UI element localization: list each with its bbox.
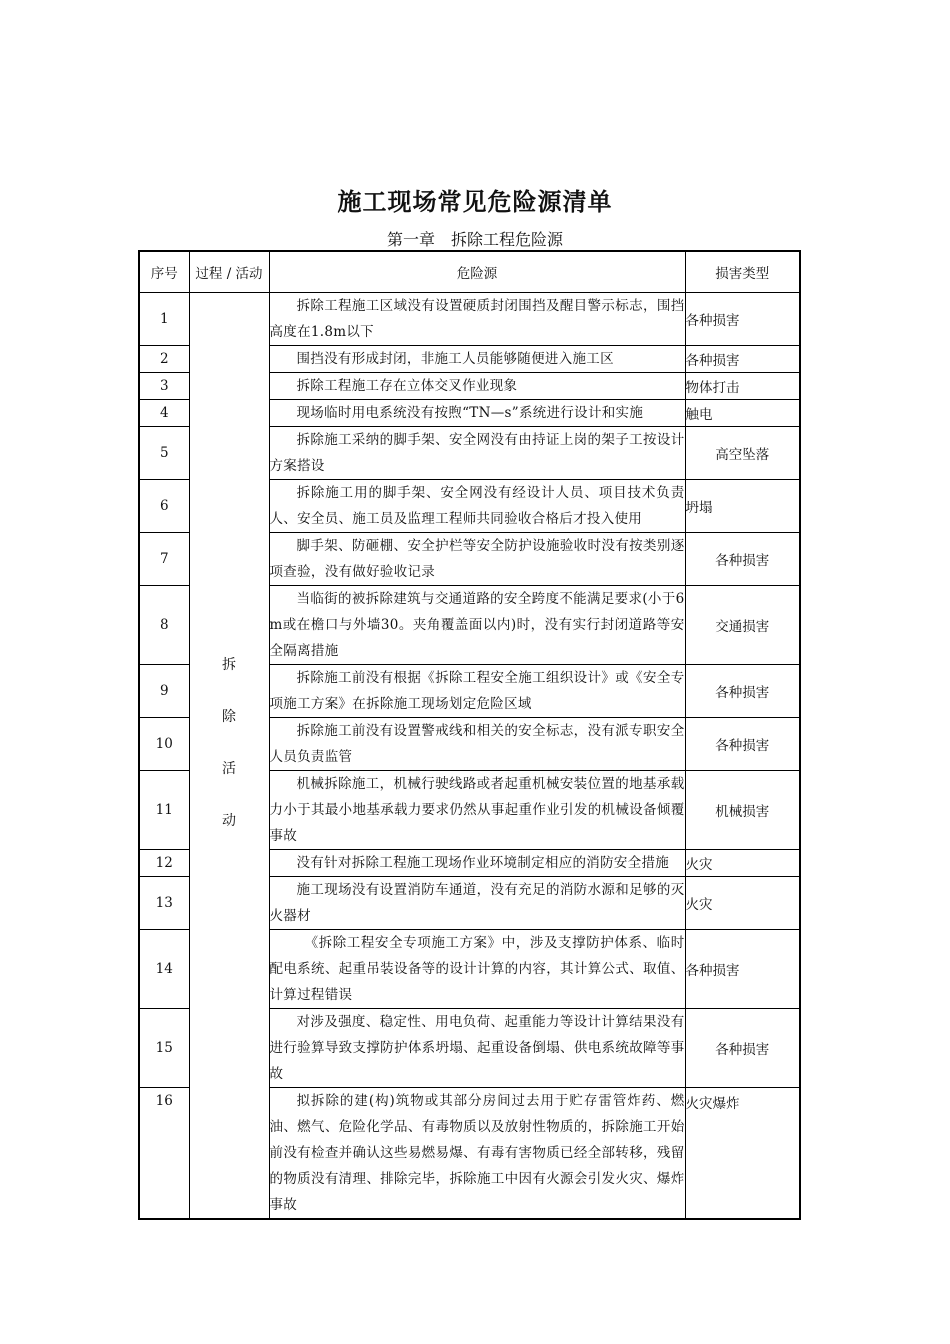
row-no: 9 — [139, 665, 189, 718]
row-hazard: 施工现场没有设置消防车通道，没有充足的消防水源和足够的灭火器材 — [269, 877, 685, 930]
row-no: 4 — [139, 400, 189, 427]
row-no: 16 — [139, 1088, 189, 1220]
process-char: 活 — [222, 760, 236, 777]
row-hazard: 拆除施工前没有根据《拆除工程安全施工组织设计》或《安全专项施工方案》在拆除施工现场划定危险区域 — [269, 665, 685, 718]
row-harm: 机械损害 — [685, 771, 800, 850]
row-harm: 火灾 — [685, 877, 800, 930]
row-hazard: 没有针对拆除工程施工现场作业环境制定相应的消防安全措施 — [269, 850, 685, 877]
row-no: 1 — [139, 293, 189, 346]
row-no: 15 — [139, 1009, 189, 1088]
hazard-table — [138, 250, 801, 1220]
row-no: 2 — [139, 346, 189, 373]
row-no: 6 — [139, 480, 189, 533]
row-hazard: 围挡没有形成封闭，非施工人员能够随便进入施工区 — [269, 346, 685, 373]
page-title: 施工现场常见危险源清单 — [337, 188, 613, 216]
row-hazard: 脚手架、防砸棚、安全护栏等安全防护设施验收时没有按类别逐项查验，没有做好验收记录 — [269, 533, 685, 586]
row-hazard: 当临街的被拆除建筑与交通道路的安全跨度不能满足要求(小于6m或在檐口与外墙30。夹角覆盖面以内)时，没有实行封闭道路等安全隔离措施 — [269, 586, 685, 665]
row-hazard: 现场临时用电系统没有按煦“TN—s”系统进行设计和实施 — [269, 400, 685, 427]
process-char: 动 — [222, 812, 236, 829]
row-hazard: 拆除施工前没有设置警戒线和相关的安全标志，没有派专职安全人员负责监管 — [269, 718, 685, 771]
header-harm: 损害类型 — [685, 251, 800, 293]
header-process: 过程 / 活动 — [189, 251, 269, 293]
row-hazard: 拆除施工采纳的脚手架、安全网没有由持证上岗的架子工按设计方案搭设 — [269, 427, 685, 480]
row-no: 14 — [139, 930, 189, 1009]
table-header-row — [139, 251, 800, 293]
row-no: 11 — [139, 771, 189, 850]
row-no: 3 — [139, 373, 189, 400]
row-harm: 各种损害 — [685, 293, 800, 346]
row-no: 10 — [139, 718, 189, 771]
row-no: 12 — [139, 850, 189, 877]
row-harm: 各种损害 — [685, 665, 800, 718]
row-hazard: 拆除工程施工区域没有设置硬质封闭围挡及醒目警示标志，围挡高度在1.8m以下 — [269, 293, 685, 346]
row-hazard: 机械拆除施工，机械行驶线路或者起重机械安装位置的地基承载力小于其最小地基承载力要求仍然从事起重作业引发的机械设备倾覆事故 — [269, 771, 685, 850]
row-no: 8 — [139, 586, 189, 665]
row-harm: 高空坠落 — [685, 427, 800, 480]
row-harm: 各种损害 — [685, 1009, 800, 1088]
chapter-subtitle: 第一章 拆除工程危险源 — [386, 230, 563, 249]
row-harm: 火灾爆炸 — [685, 1088, 800, 1220]
row-harm: 各种损害 — [685, 930, 800, 1009]
row-hazard: 拆除工程施工存在立体交叉作业现象 — [269, 373, 685, 400]
header-no: 序号 — [139, 251, 189, 293]
row-no: 5 — [139, 427, 189, 480]
row-no: 7 — [139, 533, 189, 586]
row-hazard: 对涉及强度、稳定性、用电负荷、起重能力等设计计算结果没有进行验算导致支撑防护体系坍塌、起重设备倒塌、供电系统故障等事故 — [269, 1009, 685, 1088]
process-cell — [189, 293, 269, 1220]
row-no: 13 — [139, 877, 189, 930]
row-harm: 各种损害 — [685, 718, 800, 771]
row-harm: 触电 — [685, 400, 800, 427]
process-char: 除 — [222, 708, 236, 725]
row-harm: 物体打击 — [685, 373, 800, 400]
row-harm: 各种损害 — [685, 346, 800, 373]
row-hazard: 拟拆除的建(构)筑物或其部分房间过去用于贮存雷管炸药、燃油、燃气、危险化学品、有毒物质以及放射性物质的，拆除施工开始前没有检查并确认这些易燃易爆、有毒有害物质已经全部转移，残留的物质没有清理、排除完毕，拆除施工中因有火源会引发火灾、爆炸事故 — [269, 1088, 685, 1220]
row-harm: 各种损害 — [685, 533, 800, 586]
row-harm: 坍塌 — [685, 480, 800, 533]
row-hazard: 《拆除工程安全专项施工方案》中，涉及支撑防护体系、临时配电系统、起重吊装设备等的设计计算的内容，其计算公式、取值、计算过程错误 — [269, 930, 685, 1009]
header-hazard: 危险源 — [269, 251, 685, 293]
row-harm: 交通损害 — [685, 586, 800, 665]
row-harm: 火灾 — [685, 850, 800, 877]
table-row — [139, 293, 800, 346]
process-char: 拆 — [222, 656, 236, 673]
row-hazard: 拆除施工用的脚手架、安全网没有经设计人员、项目技术负责人、安全员、施工员及监理工程师共同验收合格后才投入使用 — [269, 480, 685, 533]
